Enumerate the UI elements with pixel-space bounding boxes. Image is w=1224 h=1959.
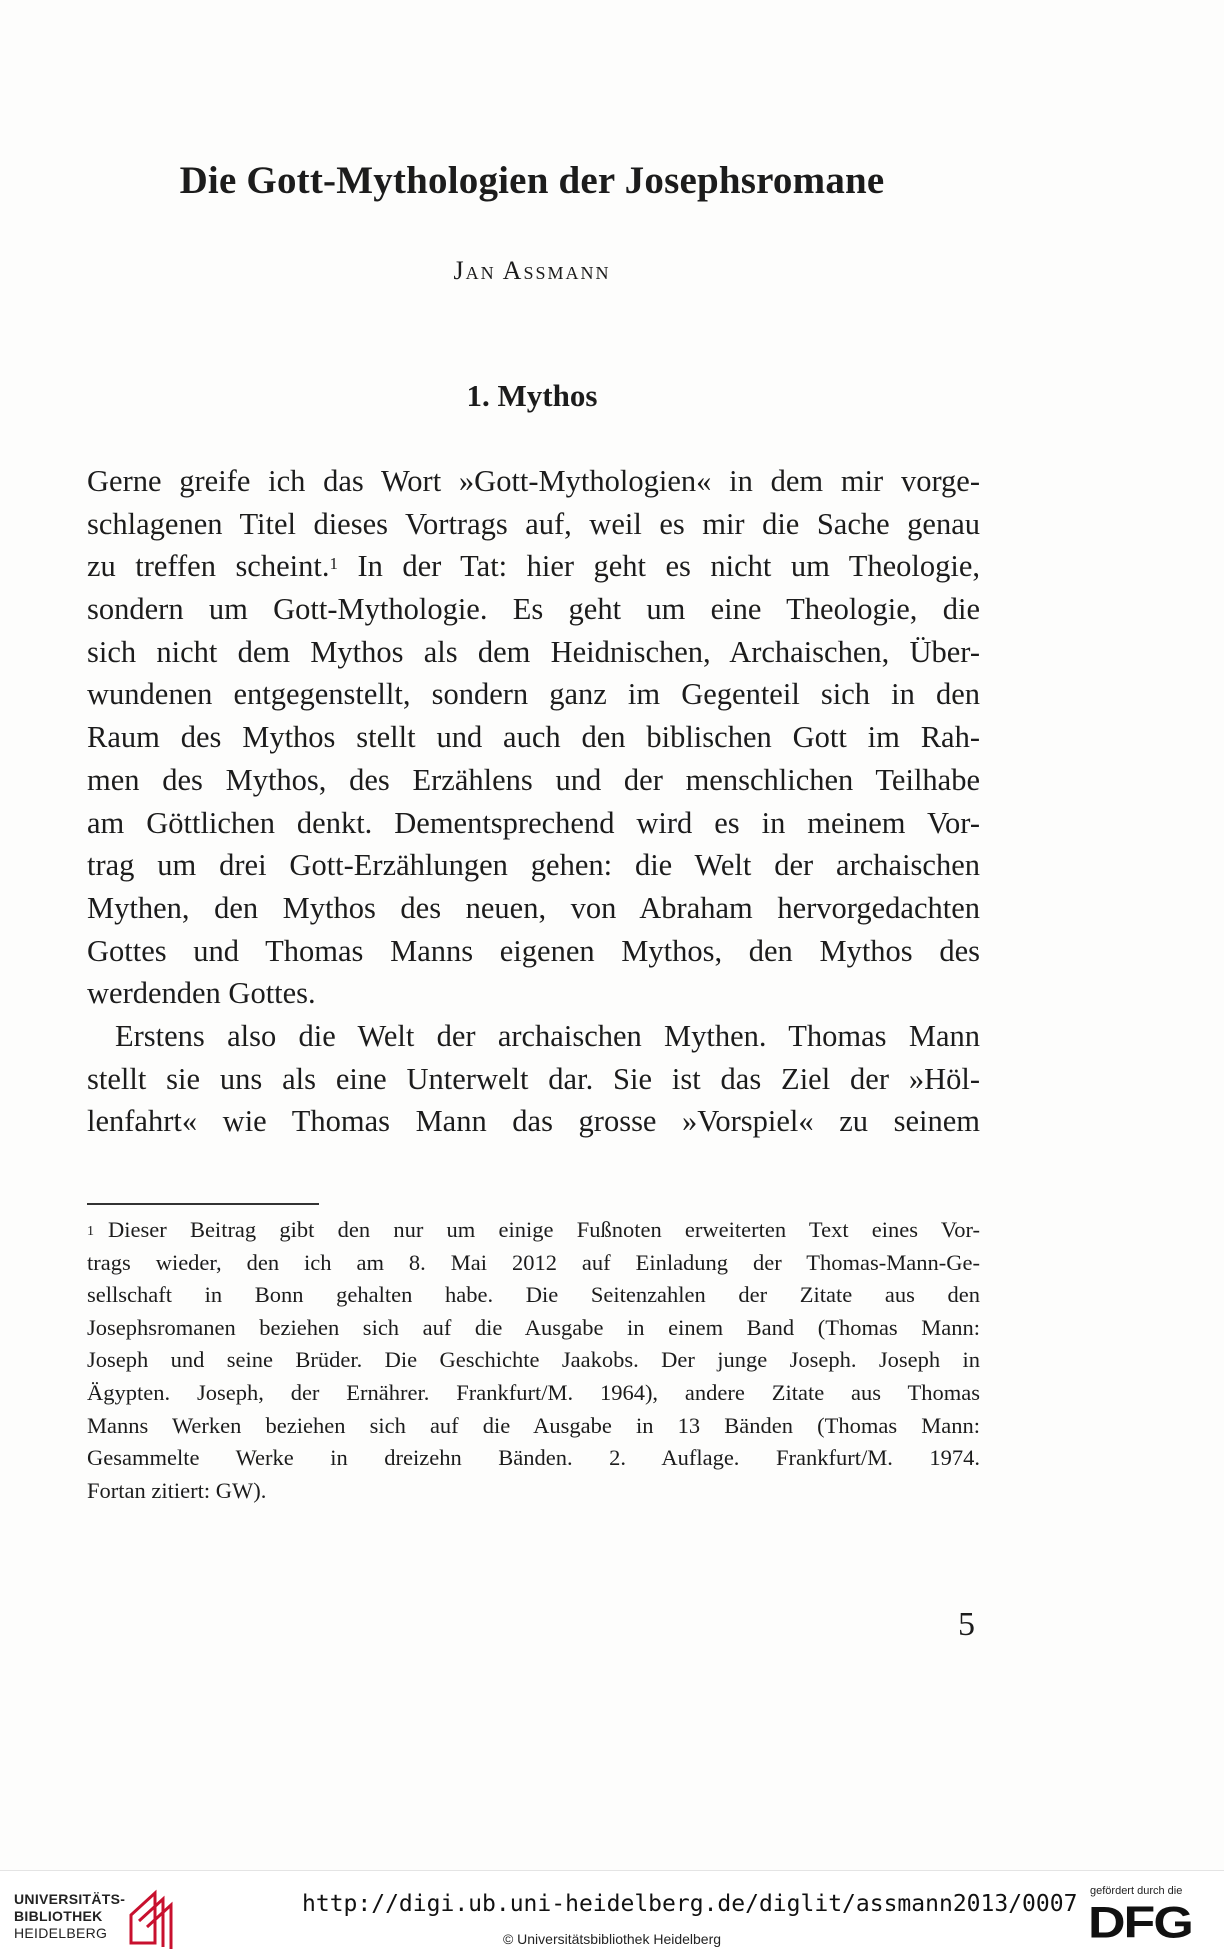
body-text xyxy=(87,460,980,1143)
body-line: trag um drei Gott-Erzählungen gehen: die Welt der archaischen xyxy=(87,848,980,883)
section-heading: 1. Mythos xyxy=(466,378,598,413)
permalink-url[interactable]: http://digi.ub.uni-heidelberg.de/diglit/assmann2013/0007 xyxy=(302,1891,1078,1917)
body-line: men des Mythos, des Erzählens und der menschlichen Teilhabe xyxy=(87,762,980,797)
digitization-footer xyxy=(0,1870,1224,1959)
article-author: Jan Assmann xyxy=(453,256,611,285)
body-line: Gottes und Thomas Manns eigenen Mythos, den Mythos des xyxy=(87,933,980,968)
article-title: Die Gott-Mythologien der Josephsromane xyxy=(179,159,885,202)
footnote-ref[interactable]: 1 xyxy=(329,554,338,574)
footnote-line: Manns Werken beziehen sich auf die Ausgabe in 13 Bänden (Thomas Mann: xyxy=(87,1412,980,1438)
footnote-line: Joseph und seine Brüder. Die Geschichte Jaakobs. Der junge Joseph. Joseph in xyxy=(87,1347,980,1373)
body-line: werdenden Gottes. xyxy=(87,976,316,1011)
footnote-line: Gesammelte Werke in dreizehn Bänden. 2. Auflage. Frankfurt/M. 1974. xyxy=(87,1445,980,1471)
footnote-divider xyxy=(87,1203,319,1205)
footnote-line: Fortan zitiert: GW). xyxy=(87,1477,267,1503)
footnote xyxy=(87,1214,980,1507)
body-line: sich nicht dem Mythos als dem Heidnischen, Archaischen, Über- xyxy=(87,634,980,669)
footnote-line: Josephsromanen beziehen sich auf die Ausgabe in einem Band (Thomas Mann: xyxy=(87,1314,980,1340)
body-line: schlagenen Titel dieses Vortrags auf, weil es mir die Sache genau xyxy=(87,506,980,541)
body-line: sondern um Gott-Mythologie. Es geht um eine Theologie, die xyxy=(87,592,980,627)
body-line: lenfahrt« wie Thomas Mann das grosse »Vorspiel« zu seinem xyxy=(87,1104,980,1139)
body-line: am Göttlichen denkt. Dementsprechend wird es in meinem Vor- xyxy=(87,805,980,840)
footnote-line xyxy=(87,1214,980,1247)
body-line xyxy=(87,545,980,588)
body-line: Mythen, den Mythos des neuen, von Abraham hervorgedachten xyxy=(87,890,980,925)
body-line: stellt sie uns als eine Unterwelt dar. Sie ist das Ziel der »Höl- xyxy=(87,1061,980,1096)
footnote-line: Ägypten. Joseph, der Ernährer. Frankfurt/M. 1964), andere Zitate aus Thomas xyxy=(87,1379,980,1405)
body-line: wundenen entgegenstellt, sondern ganz im Gegenteil sich in den xyxy=(87,677,980,712)
library-name-line: BIBLIOTHEK xyxy=(14,1908,103,1924)
dfg-logo: DFG xyxy=(1088,1897,1192,1948)
copyright-notice: © Universitätsbibliothek Heidelberg xyxy=(502,1931,722,1947)
page-number: 5 xyxy=(958,1606,975,1643)
body-line-end: In der Tat: hier geht es nicht um Theologie, xyxy=(357,549,980,584)
body-line-start: zu treffen scheint. xyxy=(87,549,330,584)
footnote-number: 1 xyxy=(87,1224,94,1239)
footnote-line-text: Dieser Beitrag gibt den nur um einige Fußnoten erweiterten Text eines Vor- xyxy=(108,1217,980,1242)
body-line: Erstens also die Welt der archaischen Mythen. Thomas Mann xyxy=(115,1018,980,1053)
footnote-line: trags wieder, den ich am 8. Mai 2012 auf Einladung der Thomas-Mann-Ge- xyxy=(87,1249,980,1275)
funding-note: gefördert durch die xyxy=(1090,1885,1183,1897)
body-line: Gerne greife ich das Wort »Gott-Mythologien« in dem mir vorge- xyxy=(87,464,980,498)
body-line: Raum des Mythos stellt und auch den biblischen Gott im Rah- xyxy=(87,720,980,755)
library-name-line: UNIVERSITÄTS- xyxy=(14,1891,126,1907)
footnote-line: sellschaft in Bonn gehalten habe. Die Seitenzahlen der Zitate aus den xyxy=(87,1282,980,1308)
library-name-line: HEIDELBERG xyxy=(14,1925,108,1941)
